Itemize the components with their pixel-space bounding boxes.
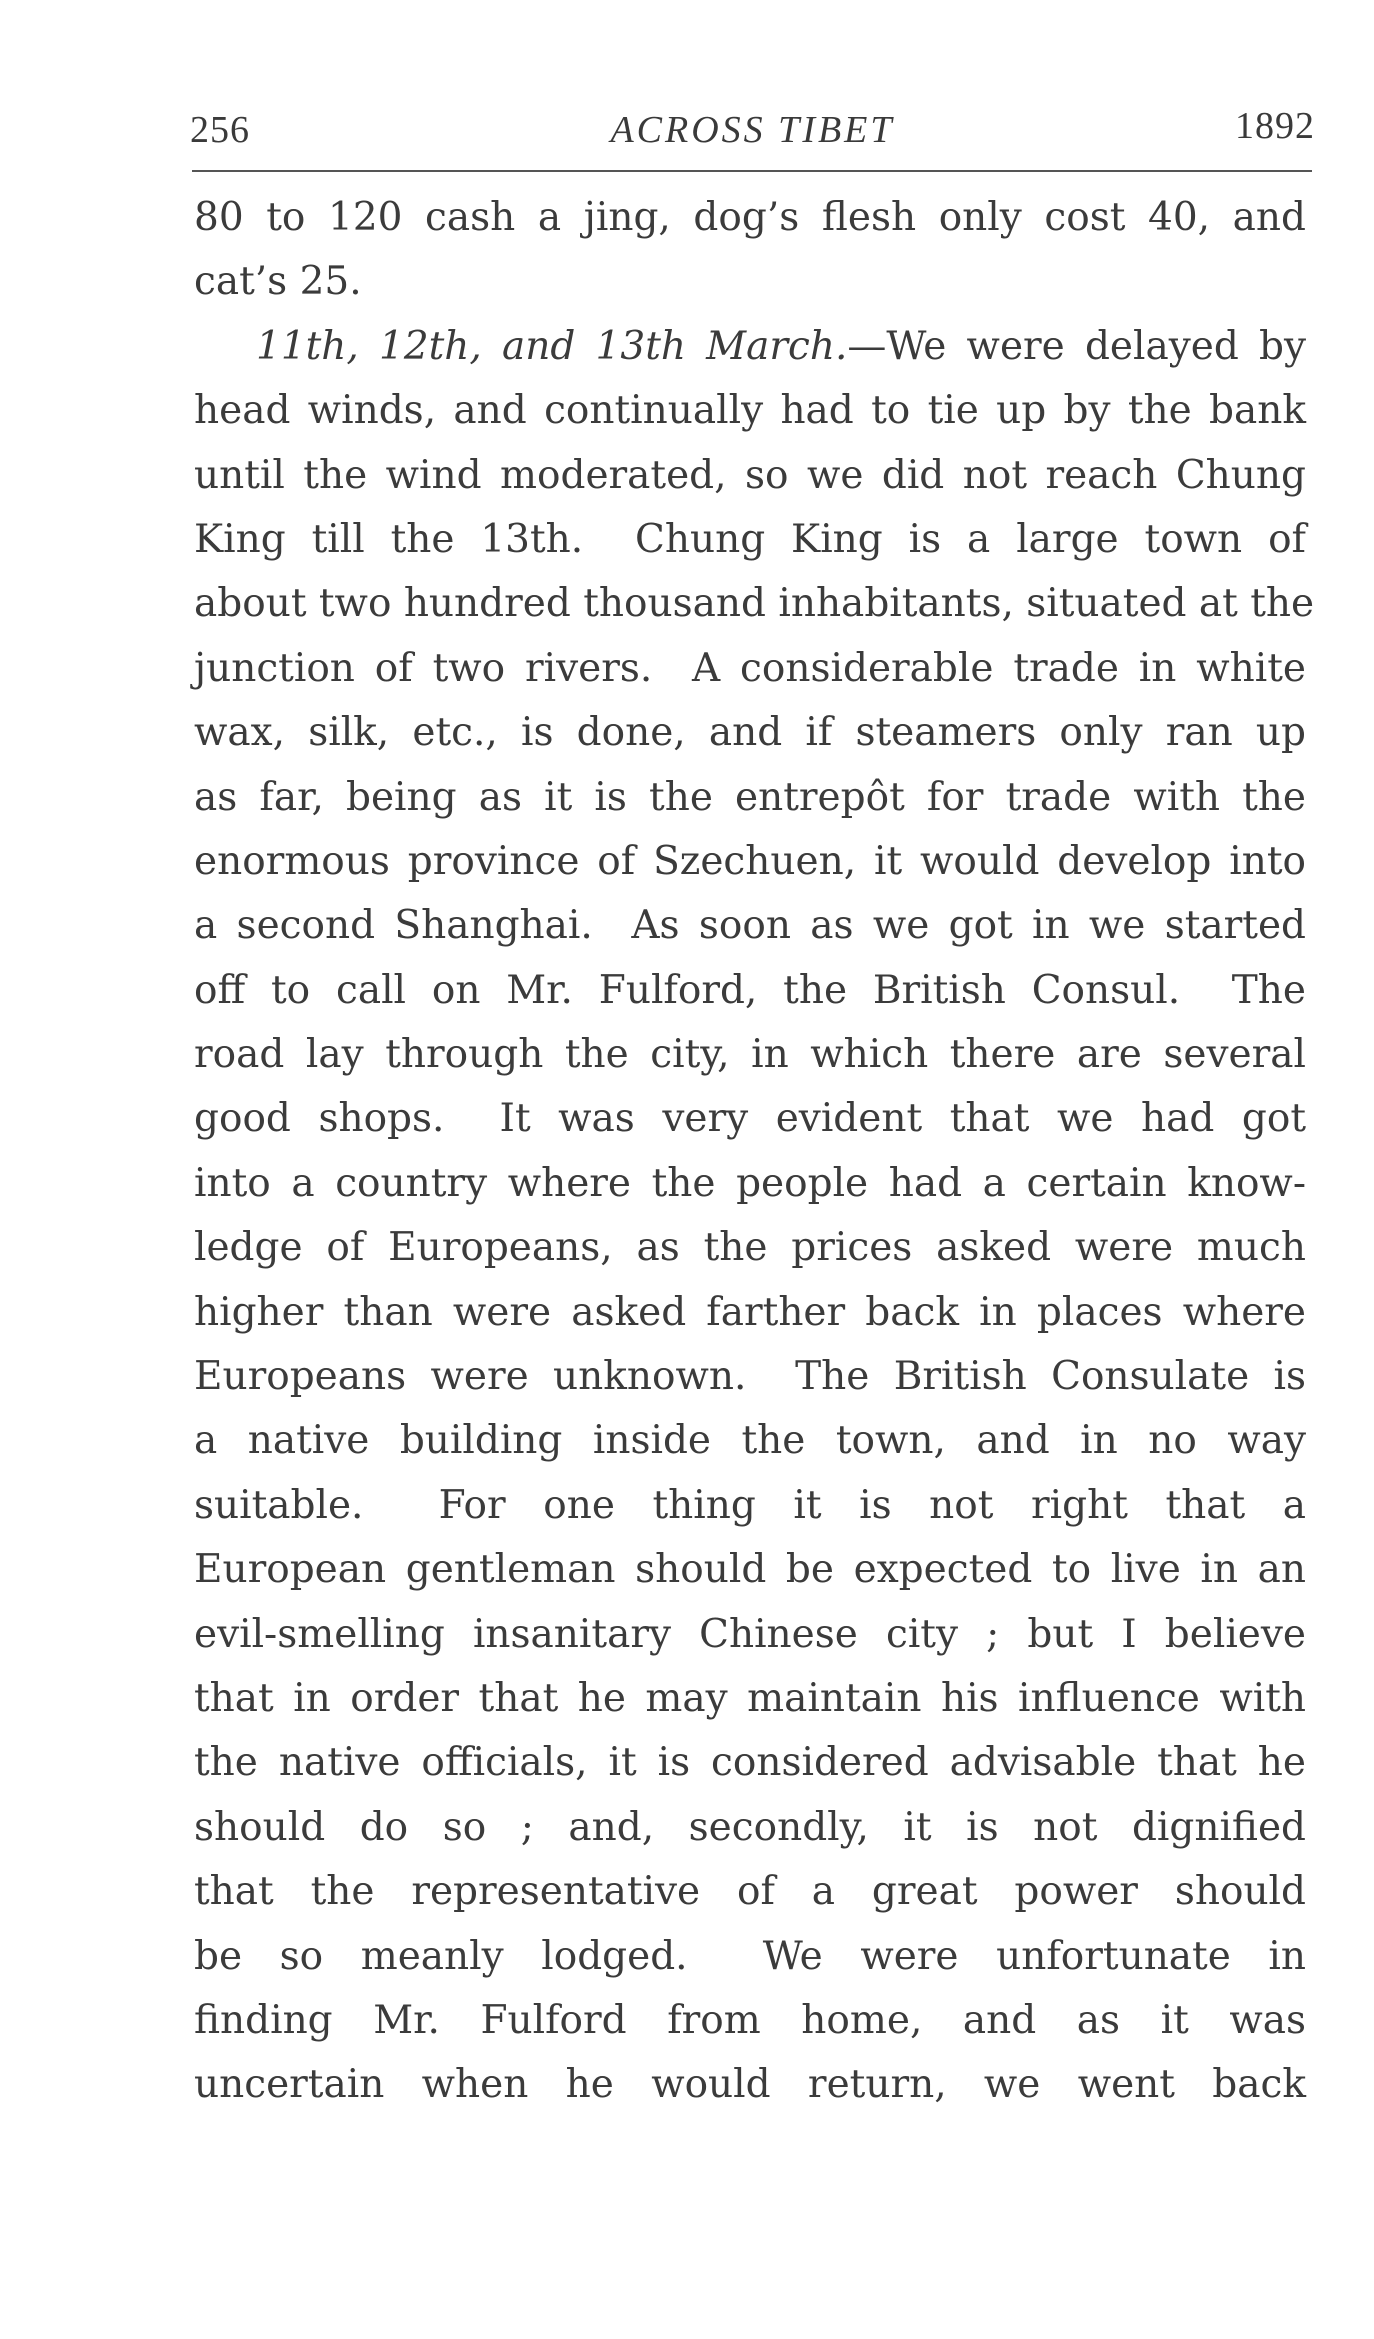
text-line: suitable. For one thing it is not right that a xyxy=(194,1482,1306,1528)
text-line: that the representative of a great power should xyxy=(194,1869,1306,1915)
entry-date-continuation: —We were delayed by xyxy=(847,323,1306,369)
text-line: good shops. It was very evident that we had got xyxy=(194,1096,1306,1142)
text-line: that in order that he may maintain his influence with xyxy=(194,1675,1306,1721)
text-line: enormous province of Szechuen, it would develop into xyxy=(194,838,1306,884)
entry-date: 11th, 12th, and 13th March. xyxy=(256,323,848,369)
header-year: 1892 xyxy=(1235,105,1315,147)
text-line: junction of two rivers. A considerable trade in white xyxy=(194,645,1306,691)
text-line: finding Mr. Fulford from home, and as it was xyxy=(194,1997,1306,2043)
text-line: wax, silk, etc., is done, and if steamers only ran up xyxy=(194,710,1306,756)
text-line: European gentleman should be expected to live in an xyxy=(194,1547,1306,1593)
text-line: road lay through the city, in which there are several xyxy=(194,1032,1306,1078)
text-line: off to call on Mr. Fulford, the British Consul. The xyxy=(194,967,1306,1013)
text-line: as far, being as it is the entrepôt for trade with the xyxy=(194,774,1306,820)
text-line: a native building inside the town, and in no way xyxy=(194,1418,1306,1464)
text-line: into a country where the people had a certain know- xyxy=(194,1160,1306,1206)
text-line: about two hundred thousand inhabitants, situated at the xyxy=(194,581,1315,627)
text-line: should do so ; and, secondly, it is not dignified xyxy=(194,1804,1306,1850)
text-line: the native officials, it is considered advisable that he xyxy=(194,1740,1306,1786)
body-text xyxy=(194,186,1315,2118)
page-number: 256 xyxy=(190,109,250,151)
text-line: evil-smelling insanitary Chinese city ; but I believe xyxy=(194,1611,1306,1657)
text-line: uncertain when he would return, we went back xyxy=(194,2062,1306,2108)
text-line: ledge of Europeans, as the prices asked were much xyxy=(194,1225,1306,1271)
header-rule xyxy=(192,170,1312,172)
text-line: cat’s 25. xyxy=(194,259,362,305)
text-line: be so meanly lodged. We were unfortunate in xyxy=(194,1933,1306,1979)
text-line: until the wind moderated, so we did not reach Chung xyxy=(194,452,1306,498)
running-head xyxy=(190,105,1315,168)
text-line: higher than were asked farther back in places where xyxy=(194,1289,1306,1335)
text-line: Europeans were unknown. The British Consulate is xyxy=(194,1354,1306,1400)
text-line: King till the 13th. Chung King is a large town of xyxy=(194,516,1306,562)
text-line: 80 to 120 cash a jing, dog’s flesh only cost 40, and xyxy=(194,195,1306,240)
running-title: ACROSS TIBET xyxy=(610,109,895,151)
text-line: head winds, and continually had to tie up by the bank xyxy=(194,388,1306,434)
dated-entry-line xyxy=(194,315,1306,379)
text-line: a second Shanghai. As soon as we got in we started xyxy=(194,903,1306,949)
